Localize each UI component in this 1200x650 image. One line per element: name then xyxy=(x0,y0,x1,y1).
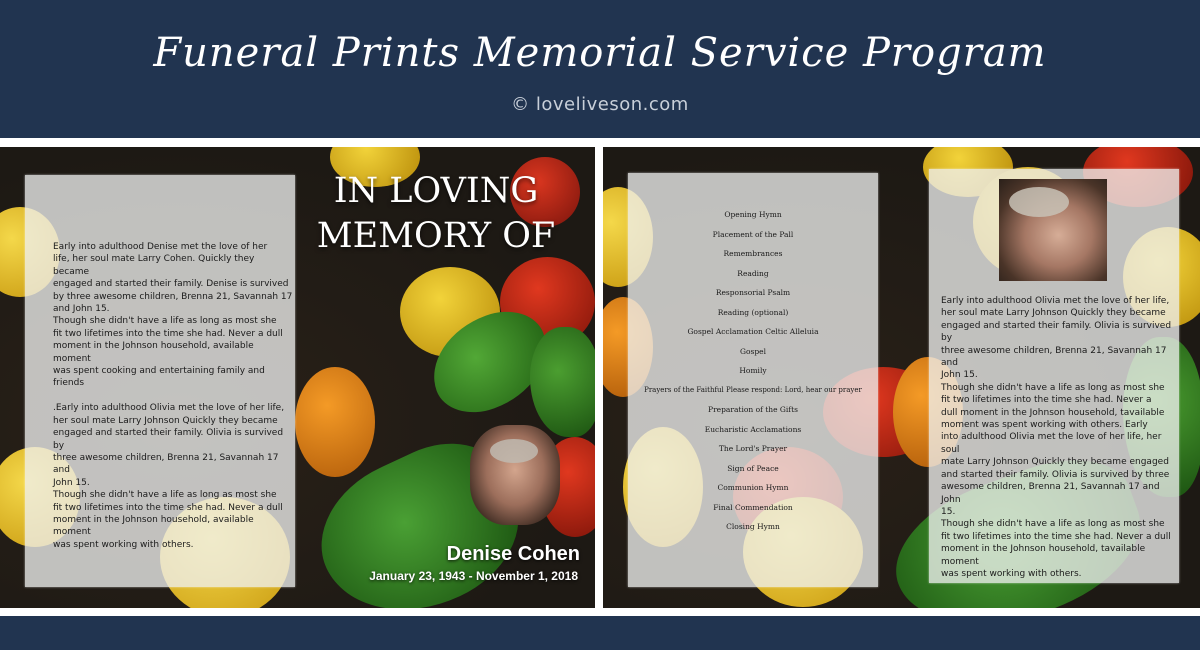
obituary-text: Early into adulthood Denise met the love of her life, her soul mate Larry Cohen. Quickly they became engaged and started their family. Denise is survived by three awesome children, Brenna 21, Savannah 17 and John 15. Though she didn't have a life as long as most she fit two lifetimes into the time she had. Never a dull moment in the Johnson household, available moment was spent cooking and entertaining family and friends .Early into adulthood Olivia met the love of her life, her soul mate Larry Johnson Quickly they became engaged and started their family. Olivia is survived by three awesome children, Brenna 21, Savannah 17 and John 15. Though she didn't have a life as long as most she fit two lifetimes into the time she had. Never a dull moment in the Johnson household, available moment was spent working with others. xyxy=(53,242,293,550)
service-item: Homily xyxy=(739,366,767,375)
service-item: Eucharistic Acclamations xyxy=(704,424,802,434)
service-item: Communion Hymn xyxy=(717,483,789,492)
service-item: The Lord's Prayer xyxy=(718,444,788,453)
portrait-photo xyxy=(999,179,1107,281)
service-item: Gospel xyxy=(740,346,766,356)
inside-spread xyxy=(603,147,1200,608)
service-item: Responsorial Psalm xyxy=(715,288,791,297)
copyright-credit: © loveliveson.com xyxy=(511,94,689,115)
service-item: Opening Hymn xyxy=(724,210,782,219)
order-of-service-panel xyxy=(628,173,878,587)
service-item: Remembrances xyxy=(723,249,783,258)
service-item: Prayers of the Faithful Please respond: Lord, hear our prayer xyxy=(644,385,862,394)
service-item: Reading xyxy=(737,268,769,278)
service-item: Final Commendation xyxy=(713,502,793,512)
in-loving-memory-heading: IN LOVING MEMORY OF xyxy=(316,171,556,256)
service-item: Sign of Peace xyxy=(727,463,779,473)
header-bar xyxy=(0,0,1200,138)
back-cover-text-panel xyxy=(25,175,295,587)
service-item: Placement of the Pall xyxy=(712,229,794,239)
obituary-text: Early into adulthood Olivia met the love of her life, her soul mate Larry Johnson Quickly they became engaged and started their family. Olivia is survived by three awesome children, Brenna 21, Savannah 17 and John 15. Though she didn't have a life as long as most she fit two lifetimes into the time she had. Never a dull moment in the Johnson household, tavailable moment was spent working with others. Early into adulthood Olivia met the love of her life, her soul mate Larry Johnson Quickly they became engaged and started their family. Olivia is survived by three awesome children, Brenna 21, Savannah 17 and John 15. Though she didn't have a life as long as most she fit two lifetimes into the time she had. Never a dull moment in the Johnson household, tavailable moment was spent working with others. xyxy=(941,296,1172,579)
footer-bar xyxy=(0,616,1200,650)
deceased-name: Denise Cohen xyxy=(446,543,580,565)
page-title: Funeral Prints Memorial Service Program xyxy=(153,30,1047,76)
portrait-photo xyxy=(470,425,560,525)
service-item: Reading (optional) xyxy=(717,307,789,317)
inside-obituary-panel xyxy=(929,169,1179,583)
service-item: Gospel Acclamation Celtic Alleluia xyxy=(687,327,819,336)
service-item: Preparation of the Gifts xyxy=(708,405,798,414)
service-item: Closing Hymn xyxy=(726,522,780,531)
life-dates: January 23, 1943 - November 1, 2018 xyxy=(369,569,578,583)
cover-spread xyxy=(0,147,595,608)
